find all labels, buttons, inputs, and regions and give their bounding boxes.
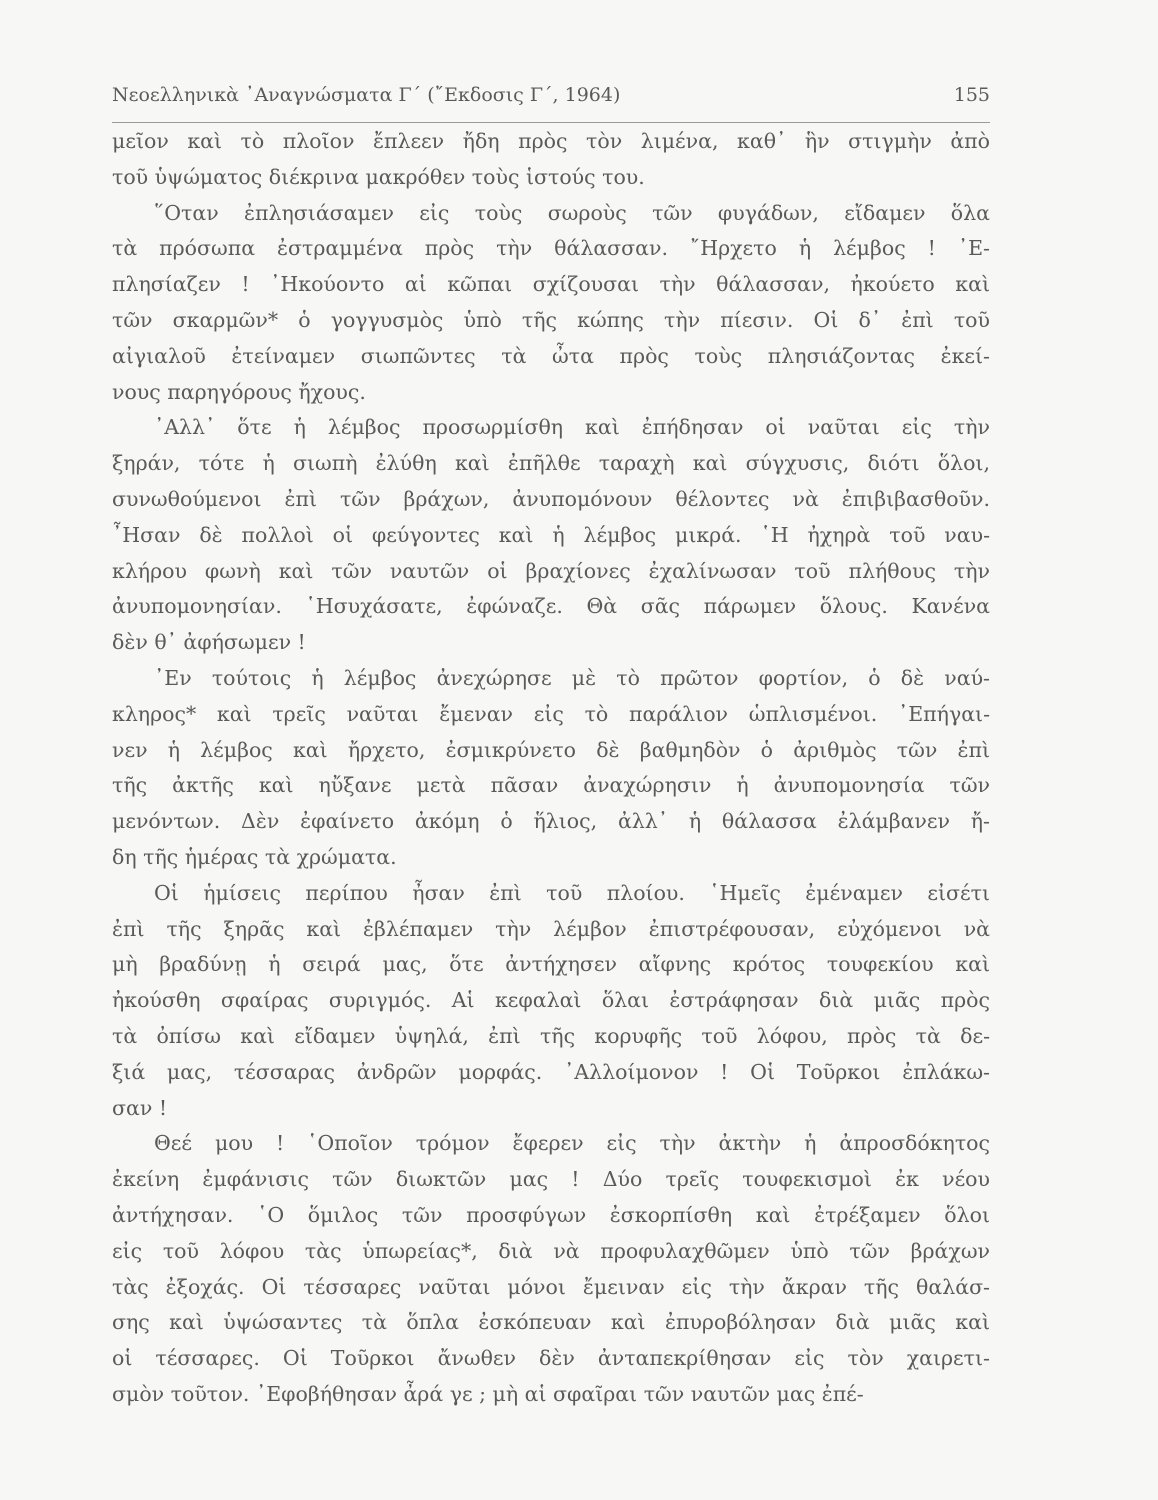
- text-line: νεν ἡ λέμβος καὶ ἤρχετο, ἐσμικρύνετο δὲ βαθμηδὸν ὁ ἀριθμὸς τῶν ἐπὶ: [112, 737, 990, 762]
- text-line: Θεέ μου ! ῾Οποῖον τρόμον ἔφερεν εἰς τὴν ἀκτὴν ἡ ἀπροσδόκητος: [154, 1131, 990, 1156]
- text-line: μὴ βραδύνῃ ἡ σειρά μας, ὅτε ἀντήχησεν αἴφνης κρότος τουφεκίου καὶ: [112, 952, 990, 977]
- text-line: ῞Οταν ἐπλησιάσαμεν εἰς τοὺς σωροὺς τῶν φυγάδων, εἴδαμεν ὅλα: [154, 200, 990, 225]
- text-line: οἱ τέσσαρες. Οἱ Τοῦρκοι ἄνωθεν δὲν ἀνταπεκρίθησαν εἰς τὸν χαιρετι-: [112, 1346, 990, 1371]
- text-line: δὲν θ᾿ ἀφήσωμεν !: [112, 630, 306, 655]
- text-line: δη τῆς ἡμέρας τὰ χρώματα.: [112, 844, 397, 869]
- text-line: τοῦ ὑψώματος διέκρινα μακρόθεν τοὺς ἱστούς του.: [112, 164, 645, 189]
- text-line: αἰγιαλοῦ ἐτείναμεν σιωπῶντες τὰ ὦτα πρὸς τοὺς πλησιάζοντας ἐκεί-: [112, 343, 990, 368]
- text-line: μεῖον καὶ τὸ πλοῖον ἔπλεεν ἤδη πρὸς τὸν λιμένα, καθ᾿ ἣν στιγμὴν ἀπὸ: [112, 129, 990, 153]
- text-line: ἀντήχησαν. ῾Ο ὅμιλος τῶν προσφύγων ἐσκορπίσθη καὶ ἐτρέξαμεν ὅλοι: [112, 1202, 990, 1227]
- text-line: κληρος* καὶ τρεῖς ναῦται ἔμεναν εἰς τὸ παράλιον ὡπλισμένοι. ᾿Επήγαι-: [112, 701, 990, 726]
- text-line: συνωθούμενοι ἐπὶ τῶν βράχων, ἀνυπομόνουν θέλοντες νὰ ἐπιβιβασθοῦν.: [112, 486, 990, 511]
- text-line: εἰς τοῦ λόφου τὰς ὑπωρείας*, διὰ νὰ προφυλαχθῶμεν ὑπὸ τῶν βράχων: [112, 1238, 990, 1263]
- text-line: ᾿Αλλ᾿ ὅτε ἡ λέμβος προσωρμίσθη καὶ ἐπήδησαν οἱ ναῦται εἰς τὴν: [154, 415, 990, 440]
- text-line: ᾿Εν τούτοις ἡ λέμβος ἀνεχώρησε μὲ τὸ πρῶτον φορτίον, ὁ δὲ ναύ-: [154, 665, 990, 690]
- text-line: τῆς ἀκτῆς καὶ ηὔξανε μετὰ πᾶσαν ἀναχώρησιν ἡ ἀνυπομονησία τῶν: [112, 773, 990, 798]
- text-line: τὰ ὀπίσω καὶ εἴδαμεν ὑψηλά, ἐπὶ τῆς κορυφῆς τοῦ λόφου, πρὸς τὰ δε-: [112, 1023, 990, 1048]
- header-rule: [112, 122, 990, 123]
- text-line: πλησίαζεν ! ᾿Ηκούοντο αἱ κῶπαι σχίζουσαι τὴν θάλασσαν, ἠκούετο καὶ: [112, 272, 990, 297]
- text-line: τὰ πρόσωπα ἐστραμμένα πρὸς τὴν θάλασσαν. ῎Ηρχετο ἡ λέμβος ! ᾿Ε-: [112, 236, 990, 261]
- book-title: Νεοελληνικὰ ᾿Αναγνώσματα Γ΄ (῎Εκδοσις Γ΄, 1964): [112, 84, 621, 106]
- text-line: ἐκείνη ἐμφάνισις τῶν διωκτῶν μας ! Δύο τρεῖς τουφεκισμοὶ ἐκ νέου: [112, 1167, 990, 1192]
- text-line: νους παρηγόρους ἤχους.: [112, 379, 366, 404]
- text-line: ἠκούσθη σφαίρας συριγμός. Αἱ κεφαλαὶ ὅλαι ἐστράφησαν διὰ μιᾶς πρὸς: [112, 988, 990, 1013]
- text-line: σης καὶ ὑψώσαντες τὰ ὅπλα ἐσκόπευαν καὶ ἐπυροβόλησαν διὰ μιᾶς καὶ: [112, 1310, 990, 1335]
- text-line: μενόντων. Δὲν ἐφαίνετο ἀκόμη ὁ ἥλιος, ἀλλ᾿ ἡ θάλασσα ἐλάμβανεν ἤ-: [112, 809, 990, 834]
- text-line: ῏Ησαν δὲ πολλοὶ οἱ φεύγοντες καὶ ἡ λέμβος μικρά. ῾Η ἠχηρὰ τοῦ ναυ-: [112, 522, 990, 547]
- text-line: ξηράν, τότε ἡ σιωπὴ ἐλύθη καὶ ἐπῆλθε ταραχὴ καὶ σύγχυσις, διότι ὅλοι,: [112, 451, 990, 476]
- text-line: τὰς ἐξοχάς. Οἱ τέσσαρες ναῦται μόνοι ἔμειναν εἰς τὴν ἄκραν τῆς θαλάσ-: [112, 1274, 990, 1299]
- text-line: σμὸν τοῦτον. ᾿Εφοβήθησαν ἆρά γε ; μὴ αἱ σφαῖραι τῶν ναυτῶν μας ἐπέ-: [112, 1381, 864, 1406]
- text-line: ἀνυπομονησίαν. ῾Ησυχάσατε, ἐφώναζε. Θὰ σᾶς πάρωμεν ὅλους. Κανένα: [112, 594, 990, 619]
- running-header: [112, 84, 990, 112]
- page-body-text: [112, 124, 990, 1413]
- text-line: κλήρου φωνὴ καὶ τῶν ναυτῶν οἱ βραχίονες ἐχαλίνωσαν τοῦ πλήθους τὴν: [112, 558, 990, 583]
- page-number: 155: [953, 84, 990, 106]
- text-line: ξιά μας, τέσσαρας ἀνδρῶν μορφάς. ᾿Αλλοίμονον ! Οἱ Τοῦρκοι ἐπλάκω-: [112, 1059, 990, 1084]
- text-line: ἐπὶ τῆς ξηρᾶς καὶ ἐβλέπαμεν τὴν λέμβον ἐπιστρέφουσαν, εὐχόμενοι νὰ: [112, 916, 990, 941]
- text-line: σαν !: [112, 1095, 168, 1120]
- text-line: Οἱ ἡμίσεις περίπου ἦσαν ἐπὶ τοῦ πλοίου. ῾Ημεῖς ἐμέναμεν εἰσέτι: [154, 880, 990, 905]
- text-line: τῶν σκαρμῶν* ὁ γογγυσμὸς ὑπὸ τῆς κώπης τὴν πίεσιν. Οἱ δ᾿ ἐπὶ τοῦ: [112, 307, 990, 332]
